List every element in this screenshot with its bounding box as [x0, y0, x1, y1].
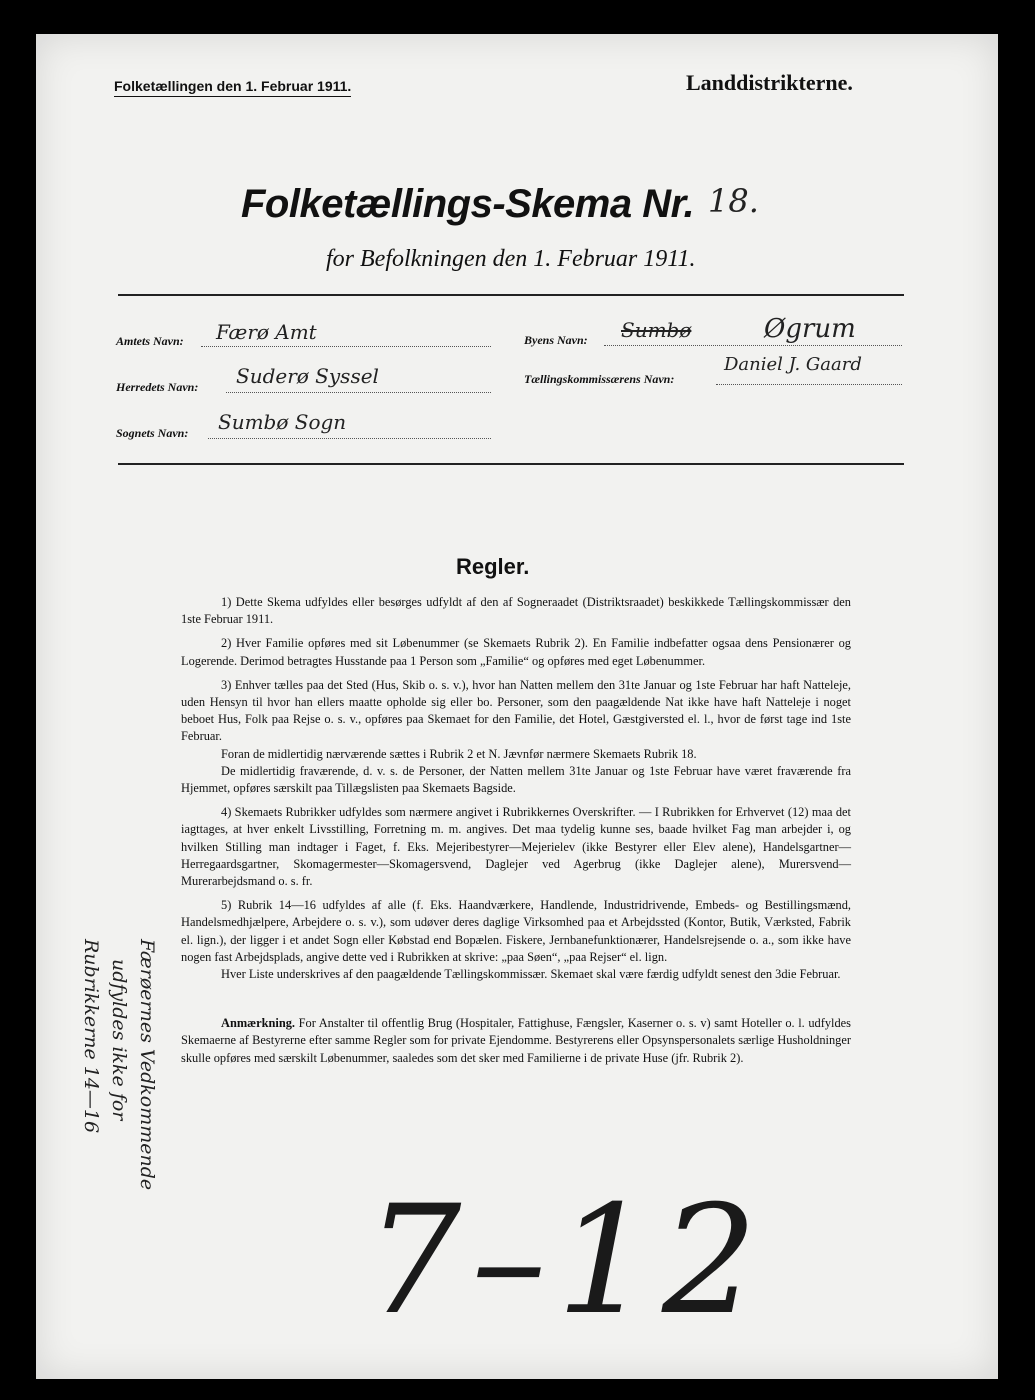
herred-line	[226, 392, 491, 393]
form-number-handwritten: 18.	[708, 182, 759, 220]
rule-1: 1) Dette Skema udfyldes eller besørges udfyldt af den af Sogneraadet (Distriktsraadet) beskikkede Tællingskommissær den 1ste Februar 1911.	[181, 595, 851, 627]
margin-note-line1: Rubrikkerne 14—16	[80, 939, 102, 1134]
by-line	[604, 345, 902, 346]
sogn-line	[208, 438, 491, 439]
rule-3c: De midlertidig fraværende, d. v. s. de Personer, der Natten mellem 31te Januar og 1ste Februar have været fraværende fra Hjemmet, opføres særskilt paa Tillægslisten paa Skemaets Bagside.	[181, 763, 851, 796]
annotation-label: Anmærkning.	[221, 1016, 296, 1031]
margin-note-line3: Færøernes Vedkommende	[136, 939, 158, 1191]
district-header: Landdistrikterne.	[686, 70, 853, 95]
top-rule	[118, 294, 904, 296]
rule-3: 3) Enhver tælles paa det Sted (Hus, Skib o. s. v.), hvor han Natten mellem den 31te Januar og 1ste Februar har haft Natteleje, uden Hensyn til hvor han ellers maatte opholde sig eller bo. Personer, som den paagældende Nat ikke have haft Natteleje i noget beboet Hus, Folk paa Rejse o. s. v., opføres paa Skemaet for den Familie, det Hotel, Gæstgiversted el. l., hvor de først tage ind 1ste Februar.	[181, 677, 851, 744]
rule-5b: Hver Liste underskrives af den paagældende Tællingskommissær. Skemaet skal være færdig udfyldt senest den 3die Februar.	[221, 967, 841, 982]
rule-5: 5) Rubrik 14—16 udfyldes af alle (f. Eks. Haandværkere, Handlende, Industridrivende, Embeds- og Bestillingsmænd, Handelsmedhjælpere, Arbejdere o. s. v.), som udøver deres daglige Virksomhed paa et Arbejdssted (Kontor, Butik, Værksted, Fabrik el. lign.), der ligger i et andet Sogn eller Købstad end Bopælen. Fiskere, Jernbanefunktionærer, Handelsrejsende o. a., som ikke have nogen fast Arbejdsplads, angive dette ved i Rubrikken at skrive: „paa Søen“, „paa Rejser“ el. lign.	[181, 898, 851, 964]
herred-row	[116, 378, 198, 396]
amt-label: Amtets Navn:	[116, 334, 184, 348]
by-row	[524, 331, 588, 349]
large-handwritten-number: 7–12	[366, 1174, 768, 1348]
sogn-label: Sognets Navn:	[116, 426, 189, 440]
kommissaer-row	[524, 370, 674, 388]
rule-4: 4) Skemaets Rubrikker udfyldes som nærmere angivet i Rubrikkernes Overskrifter. — I Rubrikken for Erhvervet (12) maa det iagttages, at hver enkelt Livsstilling, Forretning m. m. angives. Det maa tydelig kunne ses, baade hvilket Fag man arbejder i, og hvilken Stilling man indtager i Faget, f. Eks. Mejeribestyrer—Mejerielev (ikke Bestyrer eller Elev alene), Handelsgartner—Herregaardsgartner, Skomagermester—Skomagersvend, Daglejer ved Agerbrug (ikke Daglejer alene), Murersvend—Murerarbejdsmand o. s. fr.	[181, 805, 851, 889]
amt-line	[201, 346, 491, 347]
sogn-row	[116, 424, 188, 442]
herred-value-handwritten: Suderø Syssel	[236, 364, 379, 388]
margin-note-line2: udfyldes ikke for	[108, 959, 130, 1121]
amt-row	[116, 332, 184, 350]
form-subtitle: for Befolkningen den 1. Februar 1911.	[326, 246, 696, 272]
by-value-struck-handwritten: Sumbø	[621, 318, 692, 342]
bottom-rule	[118, 463, 904, 465]
herred-label: Herredets Navn:	[116, 380, 199, 394]
annotation-text: For Anstalter til offentlig Brug (Hospitaler, Fattighuse, Fængsler, Kaserner o. s. v) samt Hoteller o. l. udfyldes Skemaerne af Bestyrerne efter samme Regler som for private Ejendomme. Bestyrerens eller Opsynspersonalets særlige Husholdninger skulle opføres med særskilt Løbenummer, saaledes som det sker med Familierne i de private Huse (jfr. Rubrik 2).	[181, 1016, 851, 1065]
rule-3b: Foran de midlertidig nærværende sættes i Rubrik 2 et N. Jævnfør nærmere Skemaets Rubrik 18.	[221, 746, 697, 761]
by-label: Byens Navn:	[524, 333, 588, 347]
rules-title: Regler.	[456, 554, 530, 579]
kommissaer-line	[716, 384, 902, 385]
annotation	[181, 1015, 851, 1067]
kommissaer-value-handwritten: Daniel J. Gaard	[724, 354, 862, 375]
kommissaer-label: Tællingskommissærens Navn:	[524, 372, 675, 386]
census-date-header: Folketællingen den 1. Februar 1911.	[114, 78, 351, 97]
sogn-value-handwritten: Sumbø Sogn	[218, 410, 347, 434]
census-form-page	[36, 34, 998, 1379]
amt-value-handwritten: Færø Amt	[216, 320, 317, 344]
rules-body	[181, 594, 851, 1074]
by-value-handwritten: Øgrum	[764, 314, 856, 344]
rule-2: 2) Hver Familie opføres med sit Løbenummer (se Skemaets Rubrik 2). En Familie indbefatter ogsaa dens Pensionærer og Logerende. Derimod betragtes Husstande paa 1 Person som „Familie“ og opføres med eget Løbenummer.	[181, 636, 851, 668]
form-title: Folketællings-Skema Nr.	[241, 182, 695, 226]
